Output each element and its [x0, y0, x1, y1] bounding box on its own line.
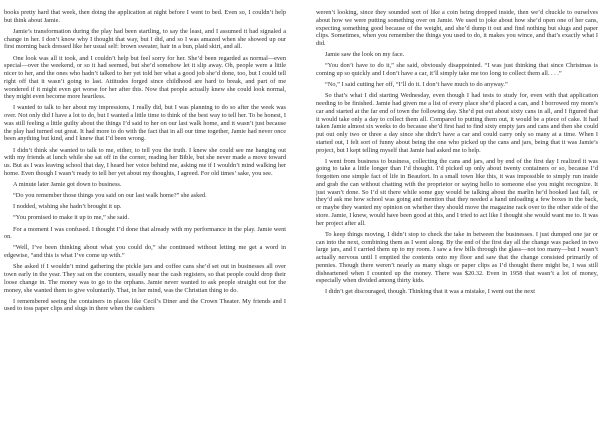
paragraph: “You promised to make it up to me,” she said.	[13, 214, 130, 222]
paragraph: One look was all it took, and I couldn’t help but feel sorry for her. She’d been regarded as normal—even special—over the weekend, or so it had seemed, but she’d somehow let it slip away. Oh, people were a little nicer to her, and the ones who hadn’t talked to her yet told her what a good job she’d done, too, but I could tell right off that it wasn’t going to last. Attitudes forged since childhood are hard to break, and part of me wondered if it might even get worse for her after this. Now that people actually knew she could look normal, they might even become more heartless.	[4, 54, 286, 101]
paragraph: So that’s what I did starting Wednesday, even though I had tests to study for, even with that application needing to be finished. Jamie had given me a list of every place she’d placed a can, and I borrowed my mom’s car and started at the far end of town the following day. She’d put out about sixty cans in all, and I figured that it would take only a day to collect them all. Compared to putting them out, it would be a piece of cake. It had taken Jamie almost six weeks to do because she’d first had to find sixty empty jars and cans and then she could put out only two or three a day since she didn’t have a car and could carry only so many at a time. When I started out, I felt sort of funny about being the one who picked up the cans and jars, being that it was Jamie’s project, but I kept telling myself that Jamie had asked me to help.	[316, 92, 598, 154]
paragraph: Jamie saw the look on my face.	[325, 51, 405, 59]
paragraph: A minute later Jamie got down to business.	[13, 180, 122, 188]
right-page	[316, 9, 598, 419]
left-page	[4, 9, 286, 419]
paragraph: books pretty hard that week, then doing the application at night before I went to bed. Even so, I couldn’t help but think about Jamie.	[4, 9, 286, 24]
paragraph: For a moment I was confused. I thought I’d done that already with my performance in the play. Jamie went on.	[4, 225, 286, 241]
paragraph: I nodded, wishing she hadn’t brought it up.	[13, 203, 122, 211]
paragraph: weren’t looking, since they sounded sort of like a coin being dropped inside, then we’d chuckle to ourselves about how we were putting something over on Jamie. We used to joke about how she’d open one of her cans, expecting something good because of the weight, and she’d dump it out and find nothing but slugs and paper clips. Sometimes, when you remember the things you used to do, it makes you wince, and that’s exactly what I did.	[316, 9, 598, 47]
paragraph: “Well, I’ve been thinking about what you could do,” she continued without letting me get a word in edgewise, “and this is what I’ve come up with.”	[4, 244, 286, 260]
paragraph: “You don’t have to do it,” she said, obviously disappointed. “I was just thinking that since Christmas is coming up so quickly and I don’t have a car, it’ll simply take me too long to collect them all. . . .”	[316, 62, 598, 78]
paragraph: “Do you remember those things you said on our last walk home?” she asked.	[13, 192, 207, 200]
paragraph: She asked if I wouldn’t mind gathering the pickle jars and coffee cans she’d set out in businesses all over town early in the year. They sat on the counters, usually near the cash registers, so that people could drop their loose change in. The money was to go to the orphans. Jamie never wanted to ask people straight out for the money, she wanted them to give voluntarily. That, in her mind, was the Christian thing to do.	[4, 263, 286, 294]
paragraph: I didn’t get discouraged, though. Thinking that it was a mistake, I went out the next	[325, 288, 535, 296]
paragraph: I didn’t think she wanted to talk to me, either, to tell you the truth. I knew she could see me hanging out with my friends at lunch while she sat off in the corner, reading her Bible, but she never made a move toward us. But as I was leaving school that day, I heard her voice behind me, asking me if I wouldn’t mind walking her home. Even though I wasn’t ready to tell her yet about my thoughts, I agreed. For old times’ sake, you see.	[4, 146, 286, 177]
paragraph: “No,” I said cutting her off, “I’ll do it. I don’t have much to do anyway.”	[325, 81, 508, 89]
paragraph: Jamie’s transformation during the play had been startling, to say the least, and I assumed it had signaled a change in her. I don’t know why I thought that way, but I did, and so I was amazed when she showed up our first morning back dressed like her usual self: brown sweater, hair in a bun, plaid skirt, and all.	[4, 27, 286, 51]
paragraph: I wanted to talk to her about my impressions, I really did, but I was planning to do so after the week was over. Not only did I have a lot to do, but I wanted a little time to think of the best way to tell her. To be honest, I was still feeling a little guilty about the things I’d said to her on our last walk home, and it wasn’t just because the play had turned out great. It had more to do with the fact that in all our time together, Jamie had never once been anything but kind, and I knew that I’d been wrong.	[4, 104, 286, 143]
paragraph: I remembered seeing the containers in places like Cecil’s Diner and the Crown Theater. My friends and I used to toss paper clips and slugs in there when the cashiers	[4, 297, 286, 313]
paragraph: To keep things moving, I didn’t stop to check the take in between the businesses. I just dumped one jar or can into the next, combining them as I went along. By the end of the first day all the change was packed in two large jars, and I carried them up to my room. I saw a few bills through the glass—not too many—but I wasn’t actually nervous until I emptied the contents onto my floor and saw that the change consisted primarily of pennies. Though there weren’t nearly as many slugs or paper clips as I’d thought there might be, I was still disheartened when I counted up the money. There was $20.32. Even in 1958 that wasn’t a lot of money, especially when divided among thirty kids.	[316, 230, 598, 285]
paragraph: I went from business to business, collecting the cans and jars, and by end of the first day I realized it was going to take a little longer than I’d thought. I’d picked up only about twenty containers or so, because I’d forgotten one simple fact of life in Beaufort. In a small town like this, it was impossible to simply run inside and grab the can without chatting with the proprietor or saying hello to someone else you might recognize. It just wasn’t done. So I’d sit there while some guy would be talking about the marlin he’d hooked last fall, or they’d ask me how school was going and mention that they needed a hand unloading a few boxes in the back, or maybe they wanted my opinion on whether they should move the magazine rack over to the other side of the store. Jamie, I knew, would have been good at this, and I tried to act like I thought she would want me to. It was her project after all.	[316, 157, 598, 227]
